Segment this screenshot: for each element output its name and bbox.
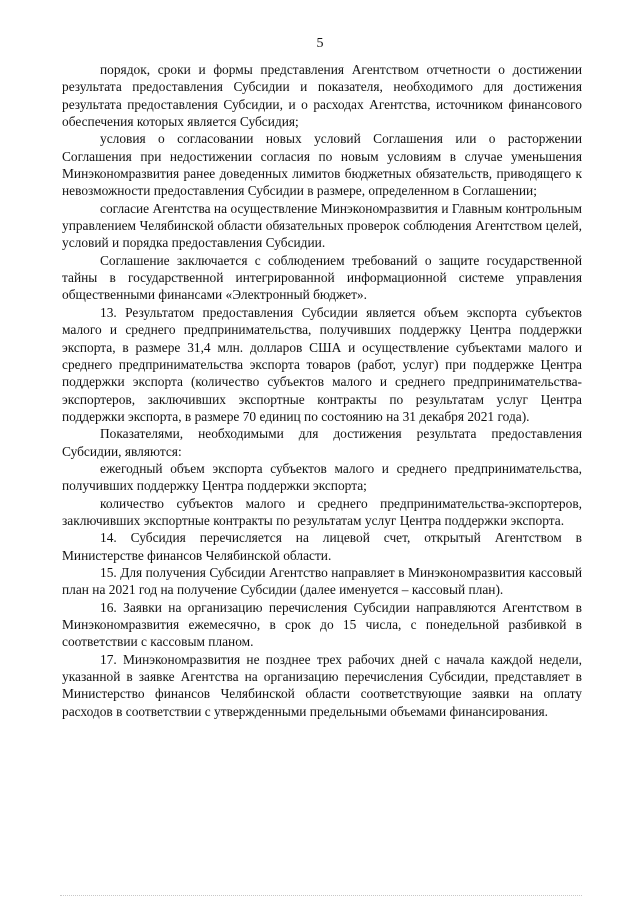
- paragraph-item-15: 15. Для получения Субсидии Агентство направляет в Минэкономразвития кассовый план на 2021 год на получение Субсидии (далее именуется – кассовый план).: [62, 564, 582, 598]
- scan-bottom-edge: [60, 895, 582, 896]
- paragraph-indicator-exporters-count: количество субъектов малого и среднего предпринимательства-экспортеров, заключивших экспортные контракты по результатам услуг Центра поддержки экспорта.: [62, 495, 582, 528]
- page-number: 5: [316, 36, 324, 51]
- paragraph-item-17: 17. Минэкономразвития не позднее трех рабочих дней с начала каждой недели, указанной в заявке Агентства на организацию перечисления Субсидии, представляет в Министерство финансов Челябинской области соответствующие заявки на оплату расходов в соответствии с утвержденными предельными объемами финансирования.: [62, 651, 582, 719]
- paragraph-new-terms-conditions: условия о согласовании новых условий Соглашения или о расторжении Соглашения при недостижении согласия по новым условиям в случае уменьшения Минэкономразвития ранее доведенных лимитов бюджетных обязательств, приводящего к невозможности предоставления Субсидии в размере, определенном в Соглашении;: [62, 131, 582, 199]
- paragraph-indicators-intro: Показателями, необходимыми для достижения результата предоставления Субсидии, являются:: [62, 426, 582, 459]
- paragraph-inspection-consent: согласие Агентства на осуществление Минэкономразвития и Главным контрольным управлением Челябинской области обязательных проверок соблюдения Агентством целей, условий и порядка предоставления Субсидии.: [62, 200, 582, 251]
- document-body: [62, 61, 582, 720]
- paragraph-agreement-conclusion: Соглашение заключается с соблюдением требований о защите государственной тайны в государственной интегрированной информационной системе управления общественными финансами «Электронный бюджет».: [62, 252, 582, 303]
- paragraph-indicator-export-volume: ежегодный объем экспорта субъектов малого и среднего предпринимательства, получивших поддержку Центра поддержки экспорта;: [62, 460, 582, 494]
- paragraph-reporting-terms: порядок, сроки и формы представления Агентством отчетности о достижении результата предоставления Субсидии и показателя, необходимого для достижения результата предоставления Субсидии, и о расходах Агентства, источником финансового обеспечения которых является Субсидия;: [62, 62, 582, 130]
- paragraph-item-16: 16. Заявки на организацию перечисления Субсидии направляются Агентством в Минэкономразвития ежемесячно, в срок до 15 числа, с понедельной разбивкой в соответствии с кассовым планом.: [62, 599, 582, 650]
- paragraph-item-13: 13. Результатом предоставления Субсидии является объем экспорта субъектов малого и среднего предпринимательства, получивших поддержку Центра поддержки экспорта, в размере 31,4 млн. долларов США и осуществление субъектами малого и среднего предпринимательства экспорта товаров (работ, услуг) при поддержке Центра поддержки экспорта (количество субъектов малого и среднего предпринимательства-экспортеров, заключивших экспортные контракты по результатам услуг Центра поддержки экспорта, в размере 70 единиц по состоянию на 31 декабря 2021 года).: [62, 304, 582, 424]
- paragraph-item-14: 14. Субсидия перечисляется на лицевой счет, открытый Агентством в Министерстве финансов Челябинской области.: [62, 530, 582, 563]
